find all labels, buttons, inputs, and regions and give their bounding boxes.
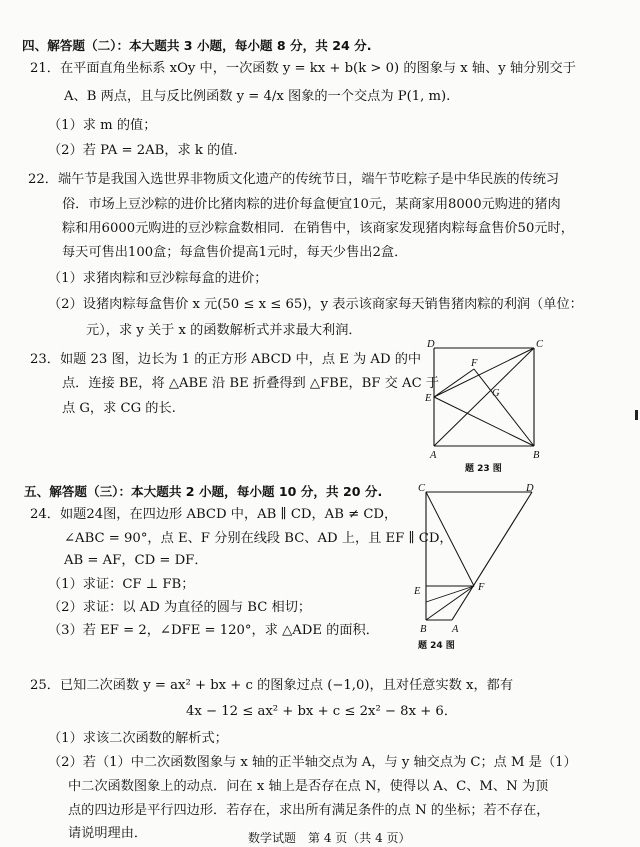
q25-part2b: 中二次函数图象上的动点．问在 x 轴上是否存在点 N，使得以 A、C、M、N 为顶 [68, 779, 549, 794]
fig24-segment-cf [426, 492, 474, 586]
fig23-segment-bf [474, 369, 534, 446]
q25-part1: （1）求该二次函数的解析式； [48, 731, 228, 746]
q21-part2: （2）若 PA = 2AB，求 k 的值. [48, 143, 238, 158]
fig23-label-a: A [430, 450, 437, 461]
fig23-segment-be [434, 397, 534, 446]
q21-part1: （1）求 m 的值； [48, 118, 157, 133]
fig23-label-b: B [533, 450, 540, 461]
q24-line1: 24．如题24图，在四边形 ABCD 中，AB ∥ CD，AB ≠ CD， [30, 507, 398, 522]
fig24-label-e: E [414, 586, 421, 597]
figure-24-caption: 题 24 图 [418, 641, 455, 651]
q22-line3: 粽和用6000元购进的豆沙粽盒数相同．在销售中，该商家发现猪肉粽每盒售价50元时， [62, 221, 574, 236]
figure-23 [420, 338, 550, 467]
section5-heading: 五、解答题（三）：本大题共 2 小题，每小题 10 分，共 20 分. [24, 484, 383, 499]
fig24-label-d: D [526, 483, 534, 494]
fig24-label-f: F [478, 582, 485, 593]
q25-part2c: 点的四边形是平行四边形．若存在，求出所有满足条件的点 N 的坐标；若不存在， [68, 803, 550, 818]
q25-line1: 25．已知二次函数 y = ax² + bx + c 的图象过点 (−1,0)，且对任意实数 x，都有 [30, 678, 514, 693]
fig24-label-b: B [420, 624, 427, 634]
page-footer: 数学试题 第 4 页（共 4 页） [248, 831, 411, 845]
fig23-diagonal-ac [434, 348, 534, 446]
q24-line2: ∠ABC = 90°，点 E、F 分别在线段 BC、AD 上，且 EF ∥ CD， [64, 531, 453, 546]
q21-line2: A、B 两点，且与反比例函数 y = 4/x 图象的一个交点为 P(1, m). [64, 89, 451, 104]
fig24-segment-fe2 [426, 586, 474, 602]
q21-line1: 21．在平面直角坐标系 xOy 中，一次函数 y = kx + b(k > 0) 的图象与 x 轴、y 轴分别交于 [30, 61, 576, 76]
q22-line2: 俗．市场上豆沙粽的进价比猪肉粽的进价每盒便宜10元，某商家用8000元购进的猪肉 [62, 197, 561, 212]
fig23-label-d: D [427, 339, 435, 350]
q22-line4: 每天可售出100盒；每盒售价提高1元时，每天少售出2盒． [62, 245, 408, 260]
figure-23-caption: 题 23 图 [465, 464, 502, 474]
q23-line2: 点．连接 BE，将 △ABE 沿 BE 折叠得到 △FBE，BF 交 AC 于 [62, 376, 440, 391]
q25-line2: 4x − 12 ≤ ax² + bx + c ≤ 2x² − 8x + 6． [186, 704, 458, 719]
q24-line3: AB = AF，CD = DF． [64, 553, 208, 568]
fig24-segment-fb [426, 586, 474, 620]
q24-part3: （3）若 EF = 2，∠DFE = 120°，求 △ADE 的面积． [48, 623, 379, 638]
fig23-segment-ef [434, 369, 474, 397]
fig23-label-c: C [536, 339, 544, 350]
fig24-label-a: A [452, 624, 459, 634]
section4-heading: 四、解答题（二）：本大题共 3 小题，每小题 8 分，共 24 分. [22, 38, 372, 53]
q22-part2a: （2）设猪肉粽每盒售价 x 元(50 ≤ x ≤ 65)，y 表示该商家每天销售猪肉粽的利润（单位： [48, 297, 583, 312]
page-edge-mark [635, 410, 638, 420]
q22-part2b: 元），求 y 关于 x 的函数解析式并求最大利润． [86, 323, 362, 338]
q22-line1: 22．端午节是我国入选世界非物质文化遗产的传统节日，端午节吃粽子是中华民族的传统习 [28, 172, 560, 187]
q23-line1: 23．如题 23 图，边长为 1 的正方形 ABCD 中，点 E 为 AD 的中 [30, 352, 422, 367]
fig24-side-da [452, 492, 532, 620]
fig23-label-f: F [471, 358, 478, 369]
q24-part2: （2）求证：以 AD 为直径的圆与 BC 相切； [48, 600, 312, 615]
q25-part2d: 请说明理由． [68, 826, 148, 841]
q22-part1: （1）求猪肉粽和豆沙粽每盒的进价； [48, 271, 268, 286]
figure-24 [408, 482, 548, 638]
fig23-label-g: G [492, 388, 500, 399]
fig23-label-e: E [425, 393, 432, 404]
fig23-segment-ec [434, 348, 534, 397]
q23-line3: 点 G，求 CG 的长. [62, 401, 176, 416]
q24-part1: （1）求证：CF ⊥ FB； [48, 577, 195, 592]
fig24-label-c: C [418, 483, 426, 494]
q25-part2a: （2）若（1）中二次函数图象与 x 轴的正半轴交点为 A，与 y 轴交点为 C；点 M 是（1） [48, 755, 577, 770]
